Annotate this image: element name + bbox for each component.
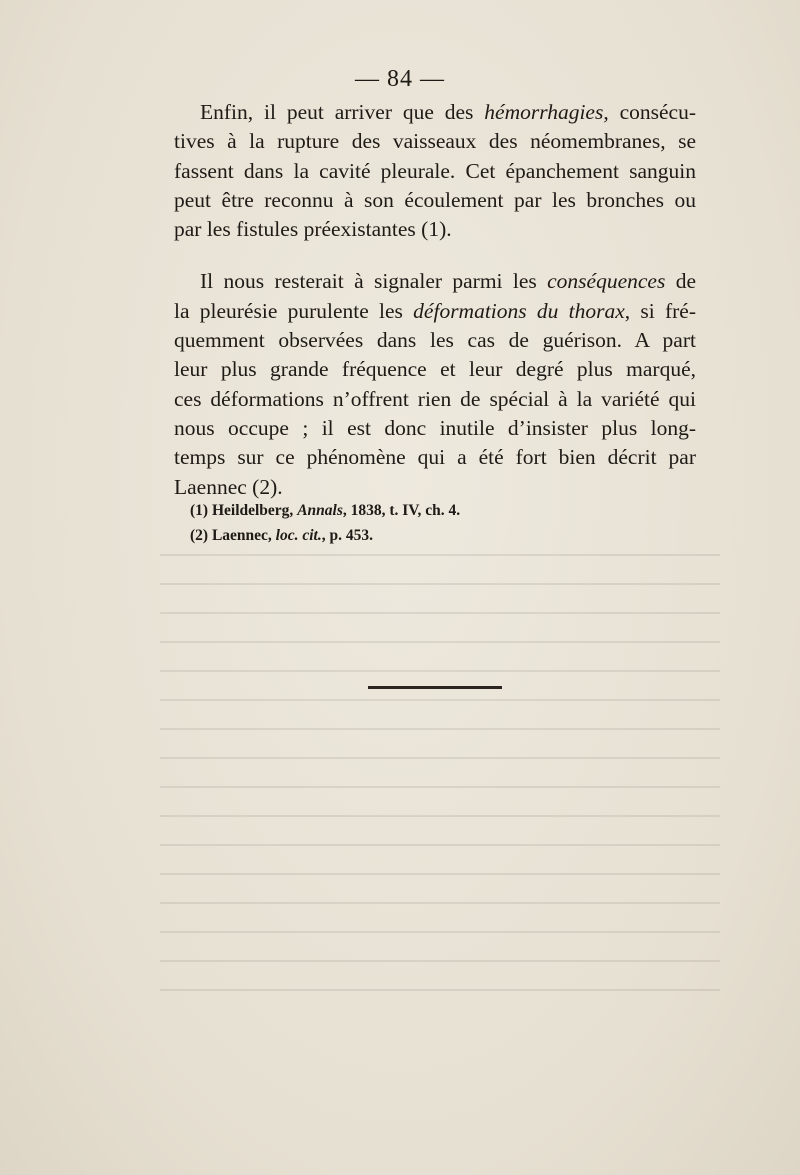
show-through-texture	[160, 540, 720, 1000]
body-text	[174, 98, 696, 502]
section-rule	[368, 686, 502, 689]
text-line: Il nous resterait à signaler parmi les conséquences de	[200, 269, 696, 294]
footnote-italic: Annals	[297, 502, 343, 519]
italic-term: déformations du thorax	[413, 298, 625, 323]
text-line: la pleurésie purulente les déformations du thorax, si fré-	[174, 298, 696, 323]
paragraph-gap	[174, 244, 696, 267]
text-line: temps sur ce phénomène qui a été fort bien décrit par	[174, 445, 696, 470]
text-line: ces déformations n’offrent rien de spécial à la variété qui	[174, 386, 696, 411]
text-line: par les fistules préexistantes (1).	[174, 217, 452, 242]
text-line: fassent dans la cavité pleurale. Cet épanchement sanguin	[174, 158, 696, 183]
footnote-italic: loc. cit.	[275, 527, 322, 544]
text-line: Enfin, il peut arriver que des hémorrhagies, consécu-	[200, 100, 696, 124]
page-number: — 84 —	[355, 66, 445, 92]
italic-term: conséquences	[547, 269, 666, 294]
footnote: (2) Laennec, loc. cit., p. 453.	[190, 527, 373, 544]
text-line: leur plus grande fréquence et leur degré plus marqué,	[174, 357, 696, 382]
footnote: (1) Heildelberg, Annals, 1838, t. IV, ch. 4.	[190, 502, 461, 519]
paragraph	[174, 267, 696, 501]
text-line: nous occupe ; il est donc inutile d’insister plus long-	[174, 415, 696, 440]
text-line: peut être reconnu à son écoulement par les bronches ou	[174, 187, 696, 212]
footnotes	[190, 498, 670, 548]
italic-term: hémorrhagies	[484, 100, 604, 124]
text-line: tives à la rupture des vaisseaux des néomembranes, se	[174, 129, 696, 154]
paragraph	[174, 98, 696, 244]
text-line: Laennec (2).	[174, 474, 283, 499]
text-line: quemment observées dans les cas de guérison. A part	[174, 328, 696, 353]
